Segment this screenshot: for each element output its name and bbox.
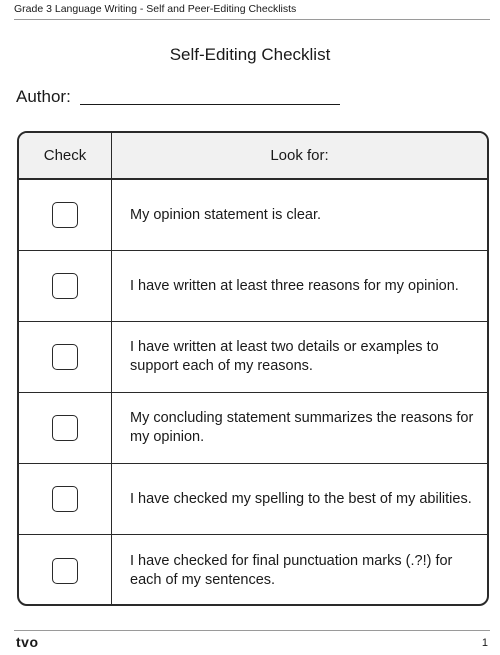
check-column-label: Check <box>43 147 87 164</box>
checklist-item-text: I have checked my spelling to the best of my abilities. <box>130 490 472 507</box>
table-row <box>19 322 487 393</box>
checkbox-opinion-statement[interactable] <box>52 202 78 228</box>
check-column-header <box>19 133 112 178</box>
checklist-item-text: I have written at least three reasons for my opinion. <box>130 277 459 294</box>
author-row <box>16 87 340 107</box>
table-row <box>19 180 487 251</box>
self-editing-checklist-table <box>17 131 489 606</box>
checklist-item-text: My concluding statement summarizes the reasons for my opinion. <box>130 410 474 445</box>
checkbox-spelling[interactable] <box>52 486 78 512</box>
footer-divider <box>14 630 490 631</box>
checkbox-punctuation[interactable] <box>52 558 78 584</box>
author-field[interactable] <box>80 104 340 105</box>
checkbox-details-examples[interactable] <box>52 344 78 370</box>
look-for-column-header <box>112 133 487 178</box>
table-row <box>19 535 487 606</box>
tvo-logo: tvo <box>16 634 39 650</box>
page-title: Self-Editing Checklist <box>169 45 331 64</box>
table-header-row <box>19 133 487 180</box>
header-divider <box>14 19 490 20</box>
checklist-item-text: My opinion statement is clear. <box>130 206 322 223</box>
table-row <box>19 464 487 535</box>
checkbox-concluding-statement[interactable] <box>52 415 78 441</box>
table-row <box>19 393 487 464</box>
checkbox-three-reasons[interactable] <box>52 273 78 299</box>
running-header: Grade 3 Language Writing - Self and Peer-Editing Checklists <box>14 3 297 15</box>
author-label: Author: <box>16 87 71 106</box>
page-number: 1 <box>481 637 488 649</box>
look-for-column-label: Look for: <box>270 147 329 164</box>
checklist-item-text: I have checked for final punctuation marks (.?!) for each of my sentences. <box>130 552 453 588</box>
checklist-item-text: I have written at least two details or examples to support each of my reasons. <box>130 339 439 374</box>
table-row <box>19 251 487 322</box>
